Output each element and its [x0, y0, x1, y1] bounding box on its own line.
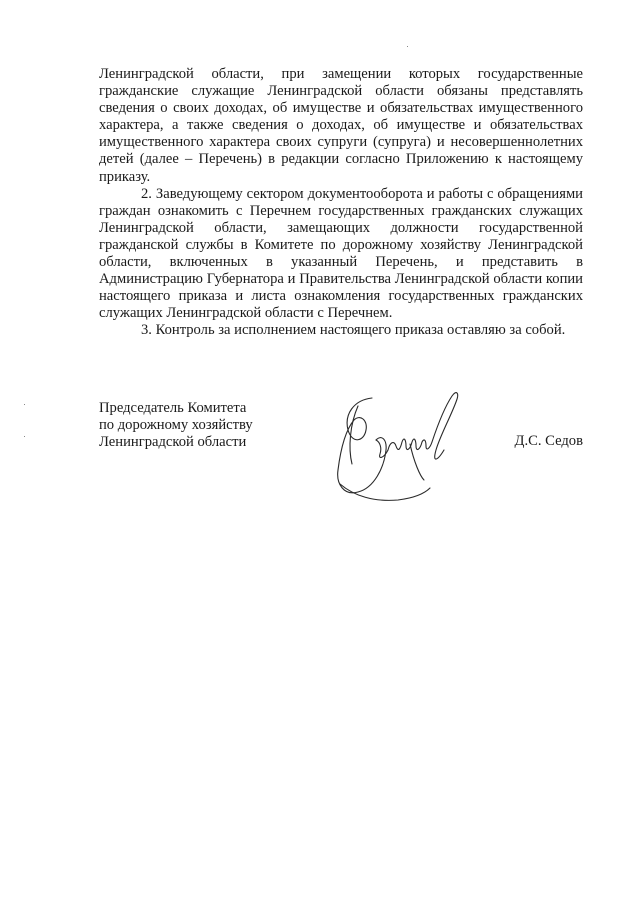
- scan-speck: [407, 46, 408, 47]
- signer-title: [99, 400, 253, 450]
- paragraph-continuation: Ленинградской области, при замещении которых государственные гражданские служащие Ленинградской области обязаны представлять сведения о своих доходах, об имуществе и обязательствах имущественного характера, а также сведения о доходах, об имуществе и обязательствах имущественного характера своих супруги (супруга) и несовершеннолетних детей (далее – Перечень) в редакции согласно Приложению к настоящему приказу.: [99, 66, 583, 185]
- signer-title-line-2: по дорожному хозяйству: [99, 416, 253, 433]
- document-body: [99, 66, 583, 340]
- handwritten-signature-icon: [314, 384, 484, 514]
- scan-speck: [24, 404, 25, 405]
- signer-title-line-3: Ленинградской области: [99, 433, 247, 450]
- paragraph-3: 3. Контроль за исполнением настоящего приказа оставляю за собой.: [141, 322, 566, 339]
- signer-title-line-1: Председатель Комитета: [99, 400, 247, 416]
- signer-name: Д.С. Седов: [514, 433, 583, 449]
- paragraph-2: 2. Заведующему сектором документооборота и работы с обращениями граждан ознакомить с Перечнем государственных гражданских служащих Ленинградской области, замещающих должности государственной гражданской службы в Комитете по дорожному хозяйству Ленинградской области, включенных в указанный Перечень, и представить в Администрацию Губернатора и Правительства Ленинградской области копии настоящего приказа и листа ознакомления государственных гражданских служащих Ленинградской области с Перечнем.: [99, 185, 583, 322]
- scan-speck: [24, 436, 25, 437]
